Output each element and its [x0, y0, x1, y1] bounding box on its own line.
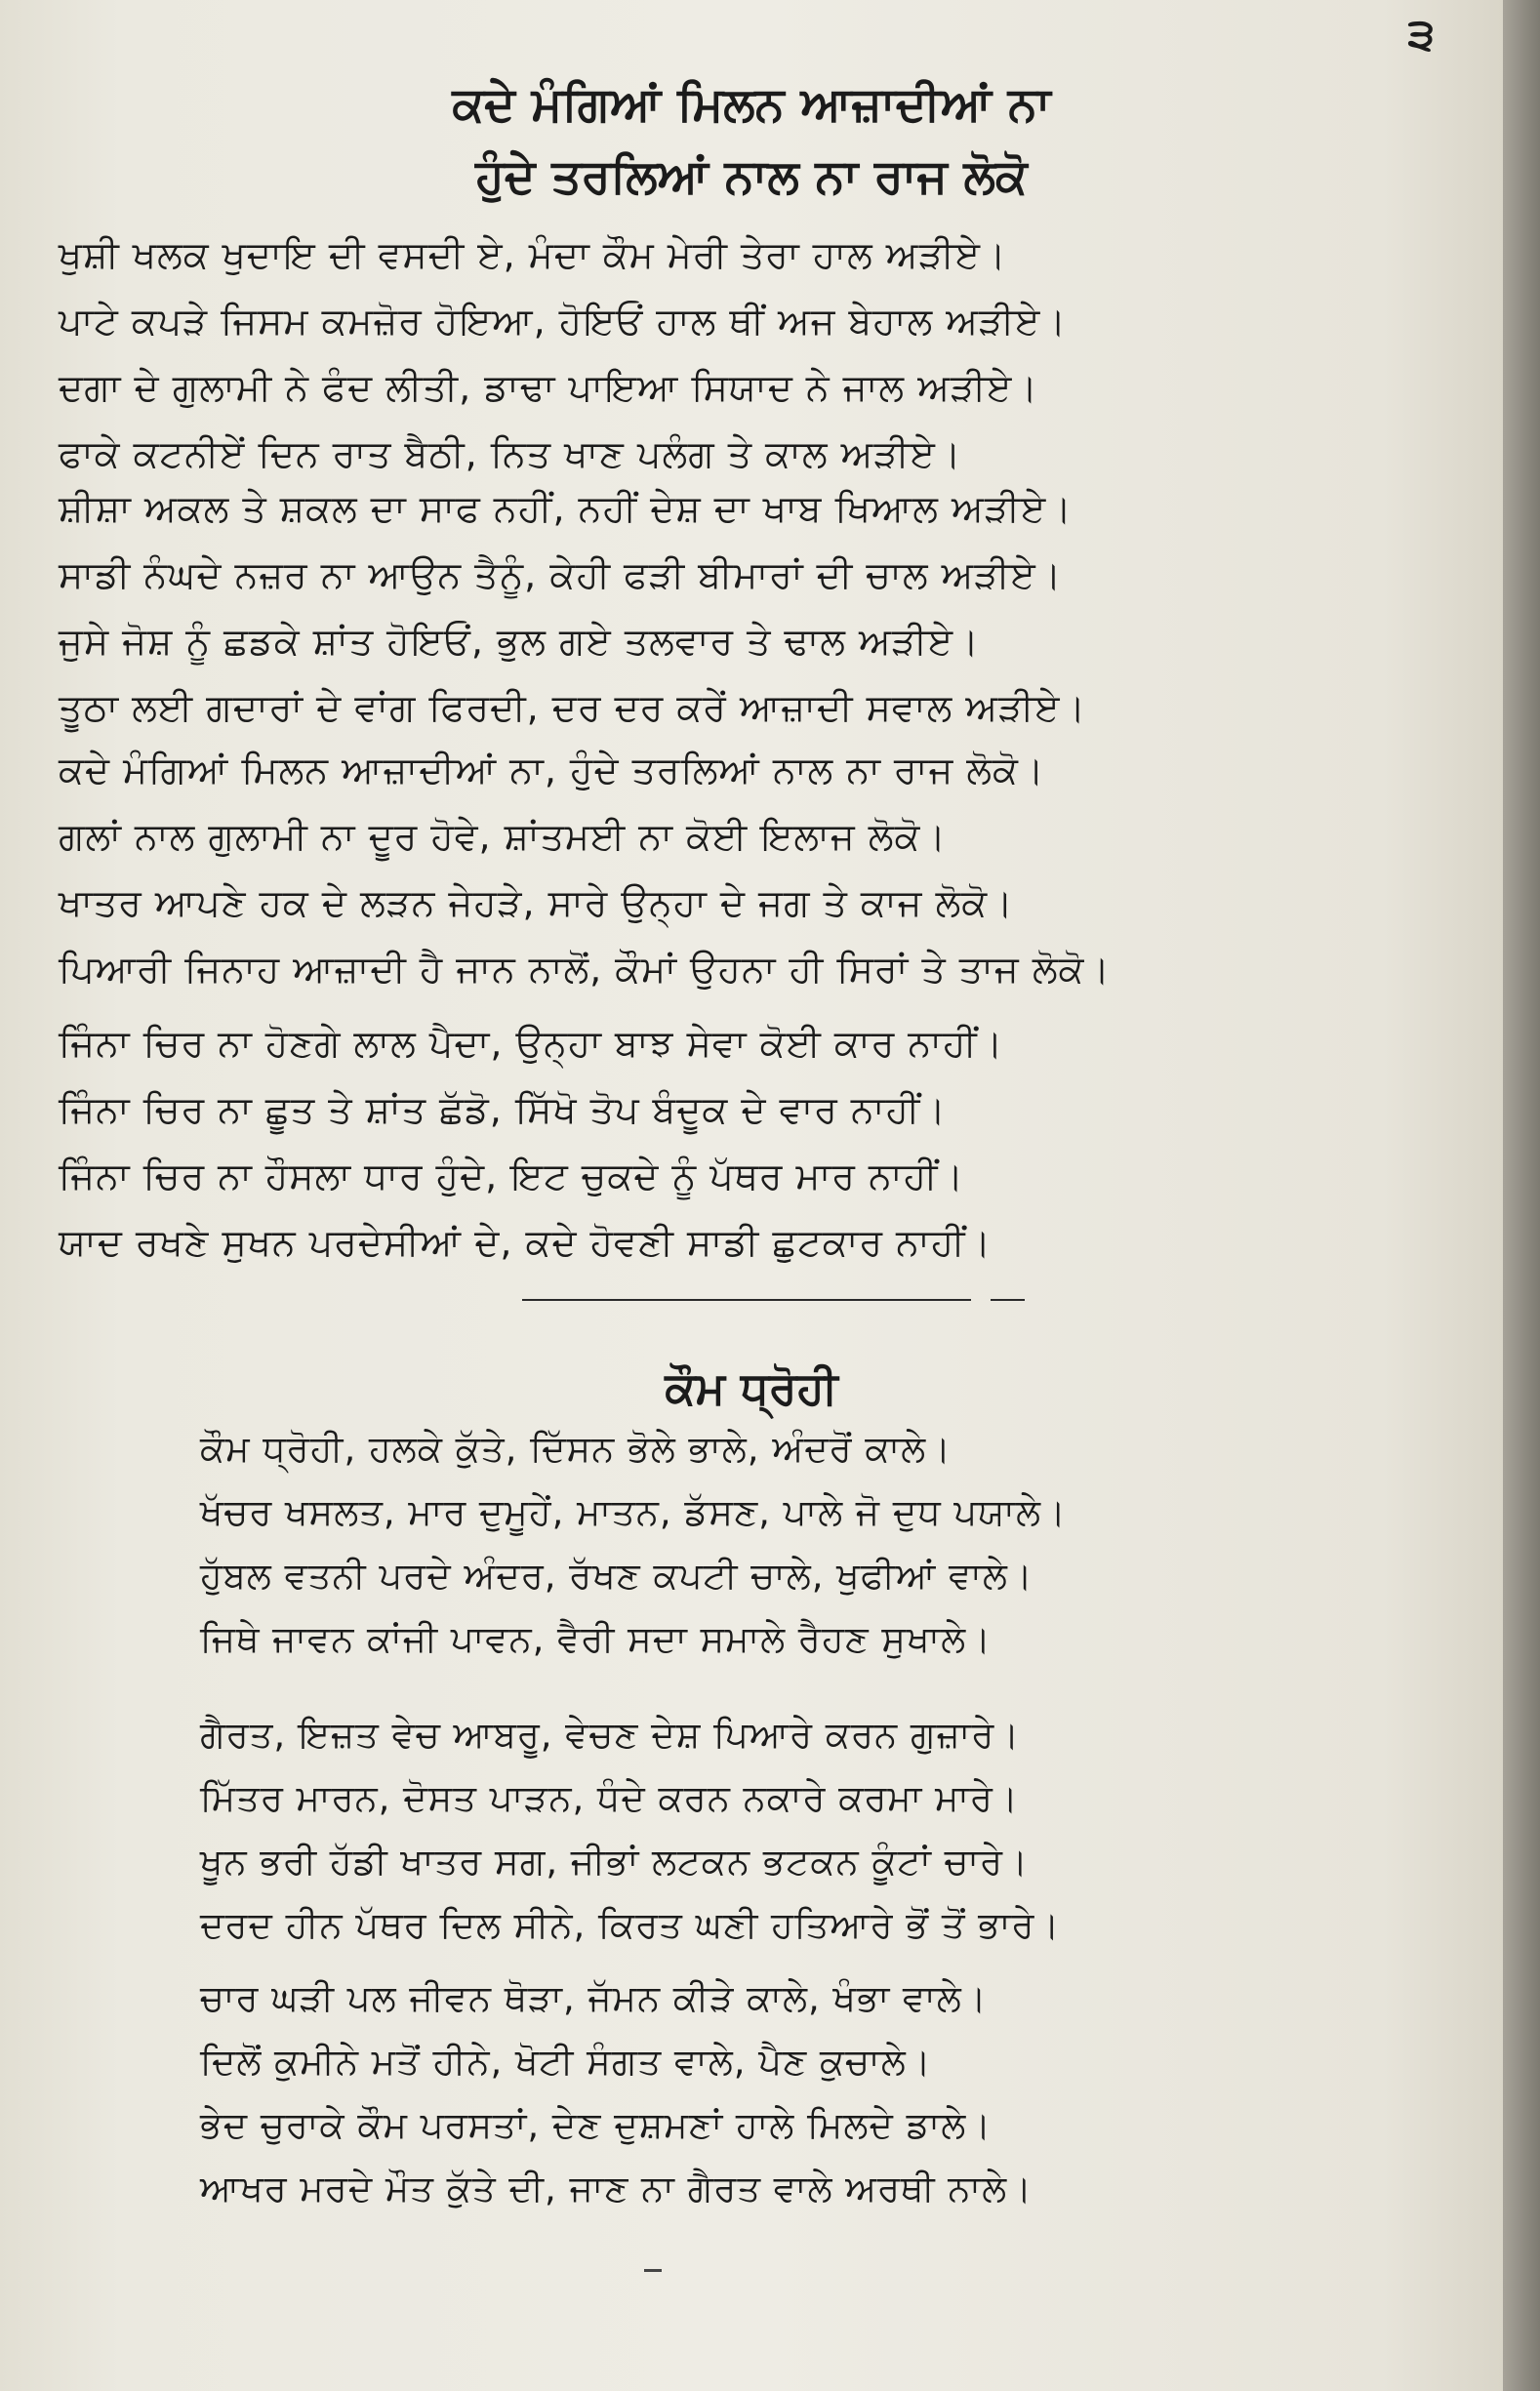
poem-line: ਜਿੰਨਾ ਚਿਰ ਨਾ ਹੌਸਲਾ ਧਾਰ ਹੁੰਦੇ, ਇਟ ਚੁਕਦੇ ਨੂੰ ਪੱਥਰ ਮਾਰ ਨਾਹੀਂ।	[59, 1155, 965, 1197]
poem-line: ਦਿਲੋਂ ਕੁਮੀਨੇ ਮਤੋਂ ਹੀਨੇ, ਖੋਟੀ ਸੰਗਤ ਵਾਲੇ, ਪੈਣ ਕੁਚਾਲੇ।	[200, 2041, 932, 2083]
section-title: ਕੌਮ ਧ੍ਰੋਹੀ	[665, 1361, 838, 1414]
poem1-stanza-1	[59, 222, 1444, 487]
poem-line: ਤੂਠਾ ਲਈ ਗਦਾਰਾਂ ਦੇ ਵਾਂਗ ਫਿਰਦੀ, ਦਰ ਦਰ ਕਰੇਂ ਆਜ਼ਾਦੀ ਸਵਾਲ ਅੜੀਏ।	[59, 686, 1087, 729]
section-divider-tick	[991, 1299, 1025, 1301]
poem-line: ਪਾਟੇ ਕਪੜੇ ਜਿਸਮ ਕਮਜ਼ੋਰ ਹੋਇਆ, ਹੋਇਓਂ ਹਾਲ ਥੀਂ ਅਜ ਬੇਹਾਲ ਅੜੀਏ।	[59, 300, 1068, 343]
poem-line: ਸ਼ੀਸ਼ਾ ਅਕਲ ਤੇ ਸ਼ਕਲ ਦਾ ਸਾਫ ਨਹੀਂ, ਨਹੀਂ ਦੇਸ਼ ਦਾ ਖਾਬ ਖਿਆਲ ਅੜੀਏ।	[59, 487, 1073, 530]
poem-line: ਜੁਸੇ ਜੋਸ਼ ਨੂੰ ਛਡਕੇ ਸ਼ਾਂਤ ਹੋਇਓਂ, ਭੁਲ ਗਏ ਤਲਵਾਰ ਤੇ ਢਾਲ ਅੜੀਏ।	[59, 620, 980, 663]
poem-line: ਕੌਮ ਧ੍ਰੋਹੀ, ਹਲਕੇ ਕੁੱਤੇ, ਦਿੱਸਨ ਭੋਲੇ ਭਾਲੇ, ਅੰਦਰੋਂ ਕਾਲੇ।	[200, 1428, 952, 1470]
section-divider	[522, 1299, 971, 1301]
poem2-stanza-1	[200, 1417, 1371, 1671]
poem-line: ਜਿਥੇ ਜਾਵਨ ਕਾਂਜੀ ਪਾਵਨ, ਵੈਰੀ ਸਦਾ ਸਮਾਲੇ ਰੈਹਣ ਸੁਖਾਲੇ।	[200, 1618, 993, 1660]
poem-line: ਖੂਨ ਭਰੀ ਹੱਡੀ ਖਾਤਰ ਸਗ, ਜੀਭਾਂ ਲਟਕਨ ਭਟਕਨ ਕੂੰਟਾਂ ਚਾਰੇ।	[200, 1841, 1030, 1883]
poem-line: ਯਾਦ ਰਖਣੇ ਸੁਖਨ ਪਰਦੇਸੀਆਂ ਦੇ, ਕਦੇ ਹੋਵਣੀ ਸਾਡੀ ਛੁਟਕਾਰ ਨਾਹੀਂ।	[59, 1221, 993, 1264]
poem-line: ਖੁਸ਼ੀ ਖਲਕ ਖੁਦਾਇ ਦੀ ਵਸਦੀ ਏ, ਮੰਦਾ ਕੌਮ ਮੇਰੀ ਤੇਰਾ ਹਾਲ ਅੜੀਏ।	[59, 233, 1007, 276]
book-spine	[1503, 0, 1540, 2391]
bottom-mark	[644, 2269, 662, 2272]
poem-line: ਗੈਰਤ, ਇਜ਼ਤ ਵੇਚ ਆਬਰੂ, ਵੇਚਣ ਦੇਸ਼ ਪਿਆਰੇ ਕਰਨ ਗੁਜ਼ਾਰੇ।	[200, 1714, 1021, 1756]
poem-line: ਮਿੱਤਰ ਮਾਰਨ, ਦੋਸਤ ਪਾੜਨ, ਧੰਦੇ ਕਰਨ ਨਕਾਰੇ ਕਰਮਾ ਮਾਰੇ।	[200, 1777, 1019, 1819]
poem1-stanza-3	[59, 737, 1444, 1002]
poem-line: ਪਿਆਰੀ ਜਿਨਾਹ ਆਜ਼ਾਦੀ ਹੈ ਜਾਨ ਨਾਲੋਂ, ਕੌਮਾਂ ਉਹਨਾ ਹੀ ਸਿਰਾਂ ਤੇ ਤਾਜ ਲੋਕੋ।	[59, 948, 1112, 991]
poem1-stanza-2	[59, 475, 1444, 741]
poem1-stanza-4	[59, 1010, 1444, 1276]
poem-line: ਗਲਾਂ ਨਾਲ ਗੁਲਾਮੀ ਨਾ ਦੂਰ ਹੋਵੇ, ਸ਼ਾਂਤਮਈ ਨਾ ਕੋਈ ਇਲਾਜ ਲੋਕੋ।	[59, 815, 948, 858]
poem2-stanza-2	[200, 1703, 1371, 1957]
page-number: ੩	[1407, 10, 1435, 60]
poem2-stanza-3	[200, 1966, 1371, 2220]
poem-heading	[0, 68, 1503, 213]
poem-line: ਭੇਦ ਚੁਰਾਕੇ ਕੌਮ ਪਰਸਤਾਂ, ਦੇਣ ਦੁਸ਼ਮਣਾਂ ਹਾਲੇ ਮਿਲਦੇ ਡਾਲੇ।	[200, 2104, 993, 2146]
poem-line: ਸਾਡੀ ਨੰਘਦੇ ਨਜ਼ਰ ਨਾ ਆਉਨ ਤੈਨੂੰ, ਕੇਹੀ ਫੜੀ ਬੀਮਾਰਾਂ ਦੀ ਚਾਲ ਅੜੀਏ।	[59, 553, 1063, 596]
poem-line: ਚਾਰ ਘੜੀ ਪਲ ਜੀਵਨ ਥੋੜਾ, ਜੱਮਨ ਕੀੜੇ ਕਾਲੇ, ਖੰਭਾ ਵਾਲੇ।	[200, 1977, 988, 2019]
poem-line: ਜਿੰਨਾ ਚਿਰ ਨਾ ਹੋਣਗੇ ਲਾਲ ਪੈਦਾ, ਉਨ੍ਹਾ ਬਾਝ ਸੇਵਾ ਕੋਈ ਕਾਰ ਨਾਹੀਂ।	[59, 1022, 1004, 1065]
poem-line: ਦਰਦ ਹੀਨ ਪੱਥਰ ਦਿਲ ਸੀਨੇ, ਕਿਰਤ ਘਣੀ ਹਤਿਆਰੇ ਭੋਂ ਤੋਂ ਭਾਰੇ।	[200, 1904, 1061, 1946]
poem-line: ਹੁੱਬਲ ਵਤਨੀ ਪਰਦੇ ਅੰਦਰ, ਰੱਖਣ ਕਪਟੀ ਚਾਲੇ, ਖੁਫੀਆਂ ਵਾਲੇ।	[200, 1555, 1033, 1597]
heading-line-2: ਹੁੰਦੇ ਤਰਲਿਆਂ ਨਾਲ ਨਾ ਰਾਜ ਲੋਕੋ	[475, 149, 1028, 204]
poem-line: ਕਦੇ ਮੰਗਿਆਂ ਮਿਲਨ ਆਜ਼ਾਦੀਆਂ ਨਾ, ਹੁੰਦੇ ਤਰਲਿਆਂ ਨਾਲ ਨਾ ਰਾਜ ਲੋਕੋ।	[59, 749, 1045, 791]
heading-line-1: ਕਦੇ ਮੰਗਿਆਂ ਮਿਲਨ ਆਜ਼ਾਦੀਆਂ ਨਾ	[452, 77, 1051, 132]
poem-line: ਜਿੰਨਾ ਚਿਰ ਨਾ ਛੂਤ ਤੇ ਸ਼ਾਂਤ ਛੱਡੋ, ਸਿੱਖੋ ਤੋਪ ਬੰਦੂਕ ਦੇ ਵਾਰ ਨਾਹੀਂ।	[59, 1088, 947, 1131]
poem-line: ਆਖਰ ਮਰਦੇ ਮੌਤ ਕੁੱਤੇ ਦੀ, ਜਾਣ ਨਾ ਗੈਰਤ ਵਾਲੇ ਅਰਥੀ ਨਾਲੇ।	[200, 2168, 1033, 2209]
poem-line: ਖੱਚਰ ਖਸਲਤ, ਮਾਰ ਦੁਮੂਹੇਂ, ਮਾਤਨ, ਡੱਸਣ, ਪਾਲੇ ਜੋ ਦੁਧ ਪਯਾਲੇ।	[200, 1491, 1067, 1533]
poem-line: ਫਾਕੇ ਕਟਨੀਏਂ ਦਿਨ ਰਾਤ ਬੈਠੀ, ਨਿਤ ਖਾਣ ਪਲੰਗ ਤੇ ਕਾਲ ਅੜੀਏ।	[59, 432, 962, 475]
poem-line: ਖਾਤਰ ਆਪਣੇ ਹਕ ਦੇ ਲੜਨ ਜੇਹੜੇ, ਸਾਰੇ ਉਨ੍ਹਾ ਦੇ ਜਗ ਤੇ ਕਾਜ ਲੋਕੋ।	[59, 881, 1014, 924]
poem-line: ਦਗਾ ਦੇ ਗੁਲਾਮੀ ਨੇ ਫੰਦ ਲੀਤੀ, ਡਾਢਾ ਪਾਇਆ ਸਿਯਾਦ ਨੇ ਜਾਲ ਅੜੀਏ।	[59, 366, 1039, 409]
